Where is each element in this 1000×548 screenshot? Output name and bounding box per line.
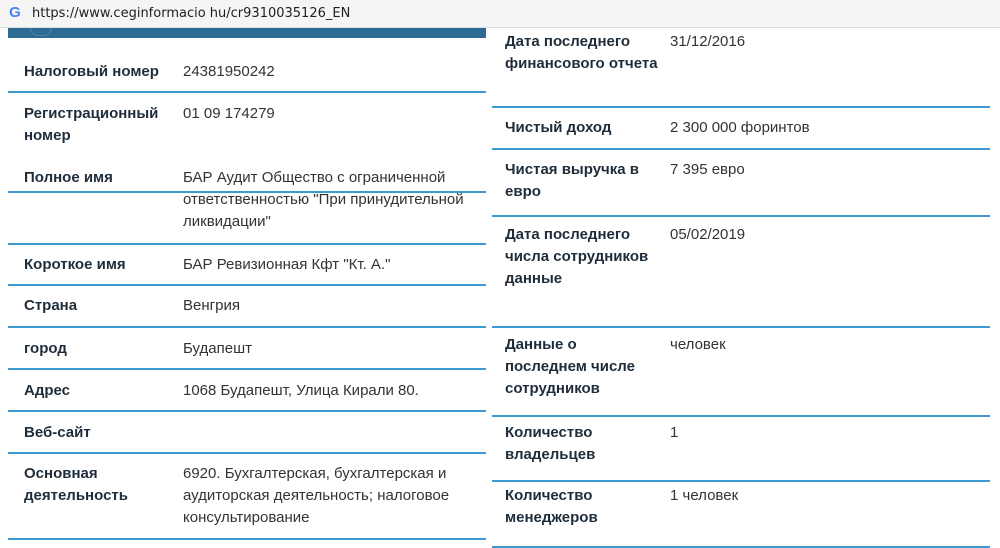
row-value: 24381950242	[183, 63, 275, 80]
row-label: город	[24, 340, 67, 357]
row-label: Количество менеджеров	[505, 487, 598, 526]
row-value: Будапешт	[183, 340, 252, 357]
row-managers-count	[492, 482, 990, 548]
row-website	[8, 412, 486, 454]
row-value: 1	[670, 424, 679, 441]
row-employee-data-date	[492, 217, 990, 328]
row-value: БАР Аудит Общество с ограниченной ответственностью "При принудительной ликвидации"	[183, 169, 464, 230]
row-net-income	[492, 108, 990, 150]
row-owners-count	[492, 417, 990, 482]
row-label: Страна	[24, 297, 78, 314]
row-value: 7 395 евро	[670, 161, 745, 178]
section-header-band	[8, 28, 486, 38]
row-short-name	[8, 245, 486, 286]
row-label: Чистый доход	[505, 119, 612, 136]
row-label: Дата последнего финансового отчета	[505, 33, 658, 72]
row-label: Основная деятельность	[24, 465, 128, 504]
row-value: 6920. Бухгалтерская, бухгалтерская и аудиторская деятельность; налоговое консультирование	[183, 465, 450, 526]
row-label: Налоговый номер	[24, 63, 159, 80]
row-label: Чистая выручка в евро	[505, 161, 639, 200]
row-address	[8, 370, 486, 412]
row-label: Веб-сайт	[24, 424, 91, 441]
row-full-name	[8, 160, 486, 245]
google-g-icon: G	[9, 4, 21, 21]
row-label: Полное имя	[24, 169, 113, 186]
row-label: Данные о последнем числе сотрудников	[505, 336, 635, 397]
row-label: Дата последнего числа сотрудников данные	[505, 226, 649, 287]
row-label: Регистрационный номер	[24, 105, 159, 144]
url-text[interactable]: https://www.ceginformacio hu/cr9310035126_EN	[32, 6, 351, 21]
row-tax-number	[8, 38, 486, 93]
row-city	[8, 328, 486, 370]
row-main-activity	[8, 454, 486, 540]
row-value: 2 300 000 форинтов	[670, 119, 810, 136]
row-label: Количество владельцев	[505, 424, 596, 463]
row-label: Короткое имя	[24, 256, 126, 273]
row-value: 05/02/2019	[670, 226, 746, 243]
row-last-financial-report-date	[492, 20, 990, 108]
row-employee-count	[492, 328, 990, 417]
row-value: БАР Ревизионная Кфт "Кт. А."	[183, 256, 391, 273]
row-value: 1068 Будапешт, Улица Кирали 80.	[183, 382, 419, 399]
row-value: человек	[670, 336, 726, 353]
header-tab-notch	[30, 28, 52, 36]
row-value: 01 09 174279	[183, 105, 275, 122]
row-value: Венгрия	[183, 297, 240, 314]
row-net-revenue-eur	[492, 150, 990, 217]
row-value: 1 человек	[670, 487, 739, 504]
row-label: Адрес	[24, 382, 71, 399]
row-value: 31/12/2016	[670, 33, 746, 50]
row-country	[8, 286, 486, 328]
